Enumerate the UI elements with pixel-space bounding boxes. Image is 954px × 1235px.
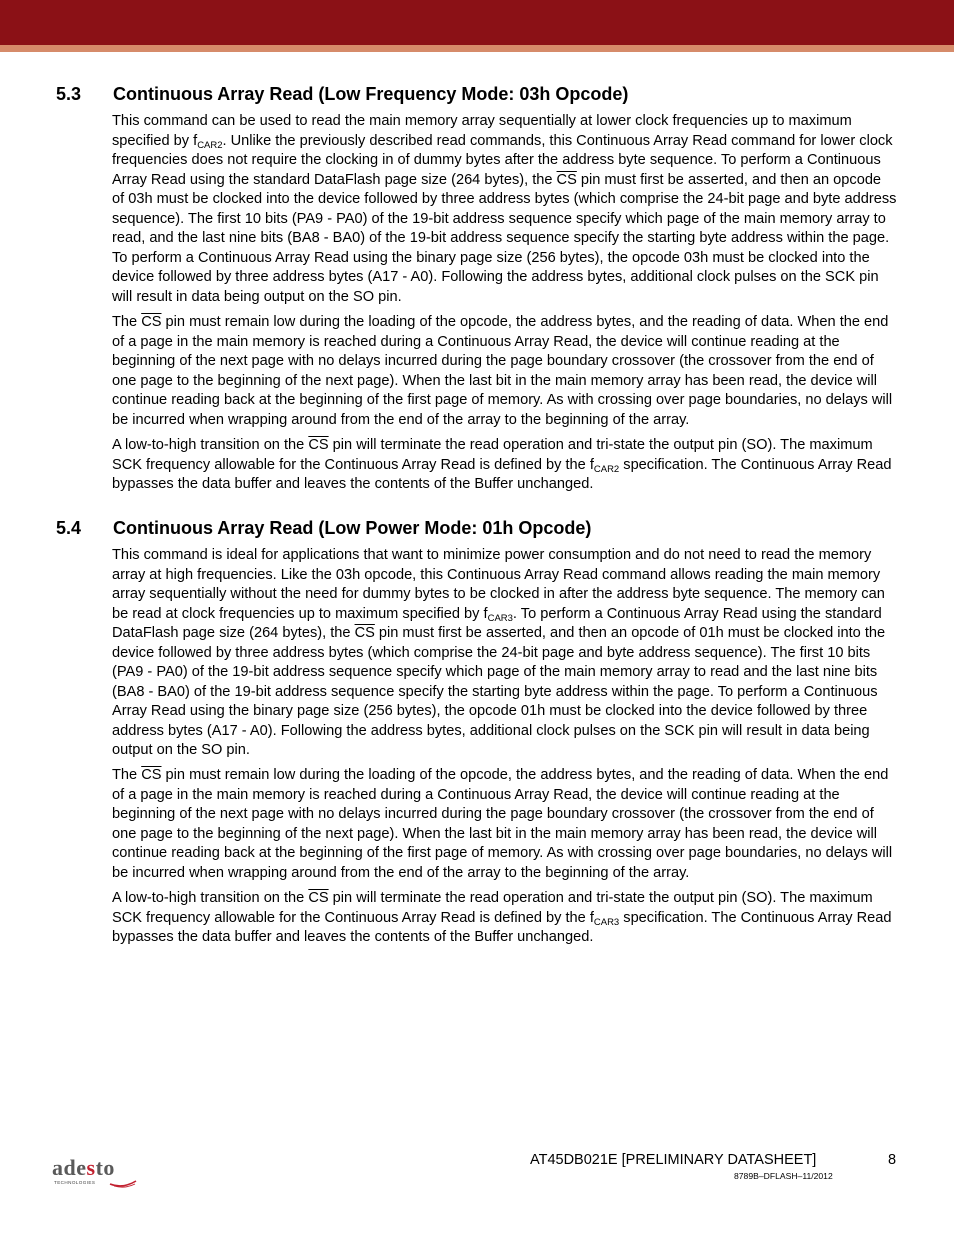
logo-subtitle: TECHNOLOGIES [54,1180,96,1185]
cs-signal: $\overline{CS}$ [556,171,577,188]
cs-signal: $\overline{CS}$ [141,314,162,330]
cs-signal: $\overline{CS}$ [141,767,162,783]
section-title: Continuous Array Read (Low Frequency Mode: 03h Opcode) [113,84,629,104]
cs-signal: $\overline{CS}$ [308,890,329,906]
document-title: AT45DB021E [PRELIMINARY DATASHEET] [530,1152,817,1168]
paragraph: The $\overline{CS}$ pin must remain low during the loading of the opcode, the address bytes, and the reading of data. When the end of a page in the main memory is reached during a Continuous Array Read, the device will continue reading at the beginning of the next page with no delays incurred during the page boundary crossover (the crossover from the end of one page to the beginning of the next page). When the last bit in the main memory array has been read, the device will continue reading back at the beginning of the first page of memory. As with crossing over page boundaries, no delays will be incurred when wrapping around from the end of the array to the beginning of the array. [112,314,893,428]
logo-wordmark: adesto [52,1155,115,1180]
page-number: 8 [888,1152,897,1168]
paragraph: A low-to-high transition on the $\overline{CS}$ pin will terminate the read operation and tri-state the output pin (SO). The maximum SCK frequency allowable for the Continuous Array Read is defined by the $f_{CAR2}$ specification. The Continuous Array Read bypasses the data buffer and leaves the contents of the Buffer unchanged. [112,437,892,492]
logo-swoosh-icon [108,1176,138,1188]
section-title: Continuous Array Read (Low Power Mode: 01h Opcode) [113,518,592,538]
document-code: 8789B–DFLASH–11/2012 [734,1171,833,1181]
section-number: 5.3 [56,84,82,104]
header-band [0,0,954,45]
paragraph: The $\overline{CS}$ pin must remain low during the loading of the opcode, the address bytes, and the reading of data. When the end of a page in the main memory is reached during a Continuous Array Read, the device will continue reading at the beginning of the next page with no delays incurred during the page boundary crossover (the crossover from the end of one page to the beginning of the next page). When the last bit in the main memory array has been read, the device will continue reading back at the beginning of the first page of memory. As with crossing over page boundaries, no delays will be incurred when wrapping around from the end of the array to the beginning of the array. [112,767,893,881]
cs-signal: $\overline{CS}$ [354,625,375,641]
cs-signal: $\overline{CS}$ [308,437,329,453]
adesto-logo [52,1155,136,1189]
section-heading [56,517,591,539]
paragraph: A low-to-high transition on the $\overline{CS}$ pin will terminate the read operation and tri-state the output pin (SO). The maximum SCK frequency allowable for the Continuous Array Read is defined by the $f_{CAR3}$ specification. The Continuous Array Read bypasses the data buffer and leaves the contents of the Buffer unchanged. [112,890,892,945]
section-heading [56,83,628,105]
paragraph: This command can be used to read the main memory array sequentially at lower clock frequencies up to maximum specified by $f_{CAR2}$. Unlike the previously described read commands, this Continuous Array Read command for lower clock frequencies does not require the clocking in of dummy bytes after the address byte sequence. To perform a Continuous Array Read using the standard DataFlash page size (264 bytes), the $\overline{CS}$ pin must first be asserted, and then an opcode of 03h must be clocked into the device followed by three address bytes (which comprise the 24-bit page and byte address sequence). The first 10 bits (PA9 - PA0) of the 19-bit address sequence specify which page of the main memory array to read, and the last nine bits (BA8 - BA0) of the 19-bit address sequence specify the starting byte address within the page. To perform a Continuous Array Read using the binary page size (256 bytes), the opcode 03h must be clocked into the device followed by three address bytes (A17 - A0). Following the address bytes, additional clock pulses on the SCK pin will result in data being output on the SO pin. [112,113,897,305]
paragraph: This command is ideal for applications that want to minimize power consumption and do not need to read the memory array at high frequencies. Like the 03h opcode, this Continuous Array Read command allows reading the main memory array sequentially without the need for dummy bytes to be clocked in after the address byte sequence. The memory can be read at clock frequencies up to maximum specified by $f_{CAR3}$. To perform a Continuous Array Read using the standard DataFlash page size (264 bytes), the $\overline{CS}$ pin must first be asserted, and then an opcode of 01h must be clocked into the device followed by three address bytes (which comprise the 24-bit page and byte address sequence). The first 10 bits (PA9 - PA0) of the 19-bit address sequence specify which page of the main memory array to read and the last nine bits (BA8 - BA0) of the 19-bit address sequence specify the starting byte address within the page. To perform a Continuous Array Read using the binary page size (256 bytes), the opcode 01h must be clocked into the device followed by three address bytes (A17 - A0). Following the address bytes, additional clock pulses on the SCK pin will result in data being output on the SO pin. [112,547,886,758]
section-number: 5.4 [56,518,82,538]
header-stripe [0,45,954,52]
